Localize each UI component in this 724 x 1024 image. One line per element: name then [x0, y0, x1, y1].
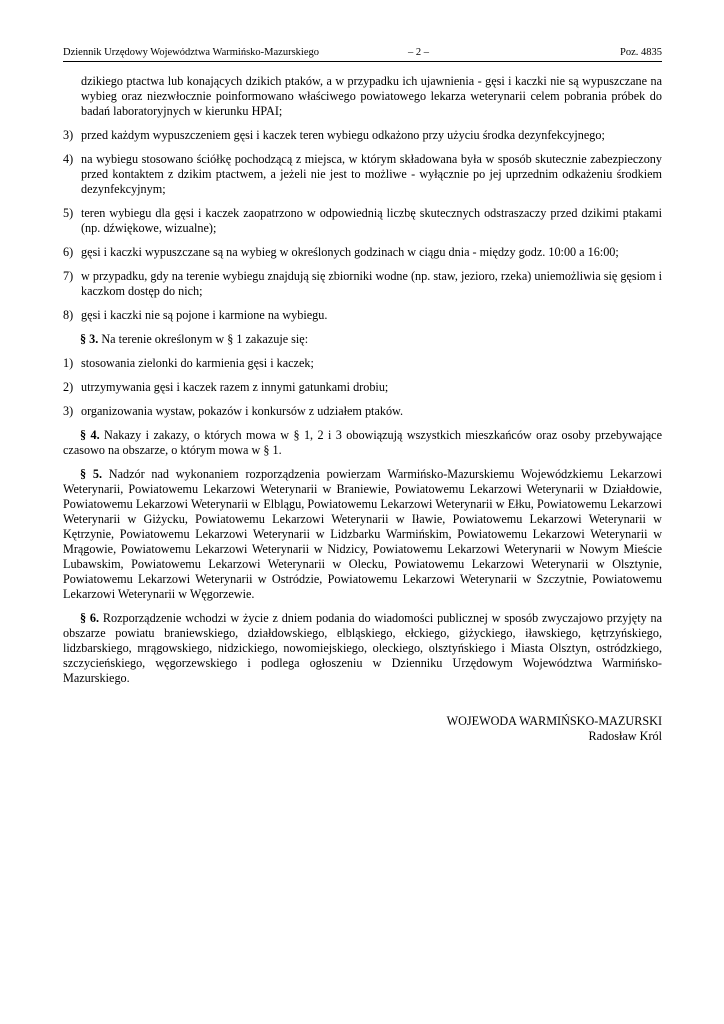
position-number: Poz. 4835: [620, 47, 662, 58]
list-item-text: organizowania wystaw, pokazów i konkursów z udziałem ptaków.: [81, 404, 404, 418]
list-item-number: 4): [63, 152, 74, 166]
list-item-text: przed każdym wypuszczeniem gęsi i kaczek teren wybiegu odkażono przy użyciu środka dezynfekcyjnego;: [81, 128, 605, 142]
section-4: [63, 428, 662, 458]
document-body: [63, 74, 662, 744]
signatory-title: WOJEWODA WARMIŃSKO-MAZURSKI: [446, 714, 662, 728]
section-text: Nadzór nad wykonaniem rozporządzenia powierzam Warmińsko-Mazurskiemu Wojewódzkiemu Lekarzowi Weterynarii, Powiatowemu Lekarzowi Weterynarii w Braniewie, Powiatowemu Lekarzowi Weterynarii w Działdowie, Powiatowemu Lekarzowi Weterynarii w Elblągu, Powiatowemu Lekarzowi Weterynarii w Ełku, Powiatowemu Lekarzowi Weterynarii w Giżycku, Powiatowemu Lekarzowi Weterynarii w Iławie, Powiatowemu Lekarzowi Weterynarii w Kętrzynie, Powiatowemu Lekarzowi Weterynarii w Lidzbarku Warmińskim, Powiatowemu Lekarzowi Weterynarii w Mrągowie, Powiatowemu Lekarzowi Weterynarii w Nidzicy, Powiatowemu Lekarzowi Weterynarii w Nowym Mieście Lubawskim, Powiatowemu Lekarzowi Weterynarii w Olecku, Powiatowemu Lekarzowi Weterynarii w Olsztynie, Powiatowemu Lekarzowi Weterynarii w Ostródzie, Powiatowemu Lekarzowi Weterynarii w Szczytnie, Powiatowemu Lekarzowi Weterynarii w Węgorzewie.: [63, 467, 662, 601]
list-item-text: na wybiegu stosowano ściółkę pochodzącą z miejsca, w którym składowana była w sposób skutecznie zabezpieczony przed kontaktem z dzikim ptactwem, a jeżeli nie jest to możliwe - wyłącznie po jej uprzednim odkażeniu środkiem dezynfekcyjnym;: [81, 152, 662, 196]
list-item-text: stosowania zielonki do karmienia gęsi i kaczek;: [81, 356, 314, 370]
list-item-text: gęsi i kaczki wypuszczane są na wybieg w określonych godzinach w ciągu dnia - między godz. 10:00 a 16:00;: [81, 245, 619, 259]
section-label: § 6.: [80, 611, 100, 625]
list-item-number: 6): [63, 245, 74, 259]
list-item-number: 2): [63, 380, 74, 394]
section-text: Na terenie określonym w § 1 zakazuje się:: [98, 332, 309, 346]
signatory-name: Radosław Król: [588, 729, 662, 743]
section-3-intro: [63, 332, 662, 347]
page-number: – 2 –: [408, 47, 429, 58]
list-item-number: 5): [63, 206, 74, 220]
list-item: [63, 74, 662, 119]
list-item-number: 1): [63, 356, 74, 370]
page-header: [63, 47, 662, 62]
list-item: [63, 308, 662, 323]
list-item-number: 7): [63, 269, 74, 283]
section-label: § 3.: [80, 332, 99, 346]
list-item: [63, 206, 662, 236]
section-text: Nakazy i zakazy, o których mowa w § 1, 2 i 3 obowiązują wszystkich mieszkańców oraz osoby przebywające czasowo na obszarze, o którym mowa w § 1.: [63, 428, 663, 457]
section-text: Rozporządzenie wchodzi w życie z dniem podania do wiadomości publicznej w sposób zwyczajowo przyjęty na obszarze powiatu braniewskiego, działdowskiego, elbląskiego, ełckiego, giżyckiego, iławskiego, kętrzyńskiego, lidzbarskiego, mrągowskiego, nidzickiego, nowomiejskiego, oleckiego, olsztyńskiego i Miasta Olsztyn, ostródzkiego, szczycieńskiego, węgorzewskiego i podlega ogłoszeniu w Dzienniku Urzędowym Województwa Warmińsko-Mazurskiego.: [63, 611, 662, 685]
journal-title: Dziennik Urzędowy Województwa Warmińsko-Mazurskiego: [63, 47, 319, 58]
list-item-text: teren wybiegu dla gęsi i kaczek zaopatrzono w odpowiednią liczbę skutecznych odstraszaczy przed dzikimi ptakami (np. dźwiękowe, wizualne);: [81, 206, 662, 235]
section-5: [63, 467, 662, 602]
list-item: [63, 152, 662, 197]
list-item: [63, 404, 662, 419]
section-label: § 5.: [80, 467, 102, 481]
list-item-text: gęsi i kaczki nie są pojone i karmione na wybiegu.: [81, 308, 328, 322]
section-6: [63, 611, 662, 686]
list-item-number: 3): [63, 404, 74, 418]
list-item-number: 3): [63, 128, 74, 142]
list-item-number: 8): [63, 308, 74, 322]
list-item-text: utrzymywania gęsi i kaczek razem z innymi gatunkami drobiu;: [81, 380, 389, 394]
section-label: § 4.: [80, 428, 100, 442]
list-item: [63, 269, 662, 299]
list-item: [63, 245, 662, 260]
signature-block: [63, 714, 662, 744]
list-item-text: w przypadku, gdy na terenie wybiegu znajdują się zbiorniki wodne (np. staw, jezioro, rzeka) uniemożliwia się gęsiom i kaczkom dostęp do nich;: [81, 269, 662, 298]
list-item: [63, 356, 662, 371]
list-item: [63, 128, 662, 143]
list-item-text: dzikiego ptactwa lub konających dzikich ptaków, a w przypadku ich ujawnienia - gęsi i kaczki nie są wypuszczane na wybieg oraz niezwłocznie poinformowano właściwego powiatowego lekarza weterynarii celem pobrania próbek do badań laboratoryjnych w kierunku HPAI;: [81, 74, 662, 118]
list-item: [63, 380, 662, 395]
